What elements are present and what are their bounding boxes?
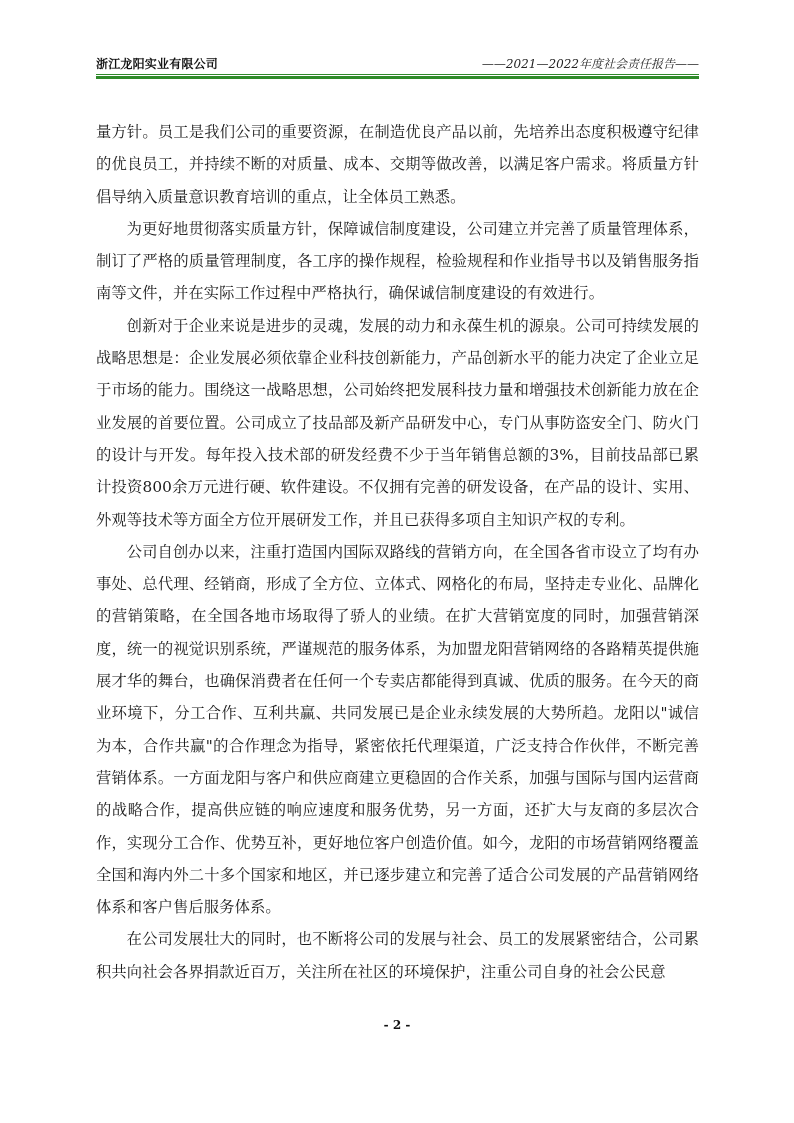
paragraph-quality-policy: 量方针。员工是我们公司的重要资源，在制造优良产品以前，先培养出态度积极遵守纪律的优良员工，并持续不断的对质量、成本、交期等做改善，以满足客户需求。将质量方针倡导纳入质量意识教育培训的重点，让全体员工熟悉。 [96, 123, 699, 206]
page-number: - 2 - [383, 1018, 411, 1032]
header-report-title: ——2021—2022年度社会责任报告—— [481, 57, 699, 71]
header-company-name: 浙江龙阳实业有限公司 [96, 57, 219, 71]
header-divider-thin [96, 74, 699, 75]
header-divider-thick [96, 76, 699, 79]
paragraph-quality-system: 为更好地贯彻落实质量方针，保障诚信制度建设，公司建立并完善了质量管理体系，制订了严格的质量管理制度，各工序的操作规程，检验规程和作业指导书以及销售服务指南等文件，并在实际工作过程中严格执行，确保诚信制度建设的有效进行。 [96, 219, 699, 303]
page-header [96, 55, 699, 73]
paragraph-marketing: 公司自创办以来，注重打造国内国际双路线的营销方向，在全国各省市设立了均有办事处、总代理、经销商，形成了全方位、立体式、网格化的布局，坚持走专业化、品牌化的营销策略，在全国各地市场取得了骄人的业绩。在扩大营销宽度的同时，加强营销深度，统一的视觉识别系统，严谨规范的服务体系，为加盟龙阳营销网络的各路精英提供施展才华的舞台，也确保消费者在任何一个专卖店都能得到真诚、优质的服务。在今天的商业环境下，分工合作、互利共赢、共同发展已是企业永续发展的大势所趋。龙阳以"诚信为本，合作共赢"的合作理念为指导，紧密依托代理渠道，广泛支持合作伙伴，不断完善营销体系。一方面龙阳与客户和供应商建立更稳固的合作关系，加强与国际与国内运营商的战略合作，提高供应链的响应速度和服务优势，另一方面，还扩大与友商的多层次合作，实现分工合作、优势互补，更好地位客户创造价值。如今，龙阳的市场营销网络覆盖全国和海内外二十多个国家和地区，并已逐步建立和完善了适合公司发展的产品营销网络体系和客户售后服务体系。 [96, 542, 699, 917]
paragraph-innovation: 创新对于企业来说是进步的灵魂，发展的动力和永葆生机的源泉。公司可持续发展的战略思想是：企业发展必须依靠企业科技创新能力，产品创新水平的能力决定了企业立足于市场的能力。围绕这一战略思想，公司始终把发展科技力量和增强技术创新能力放在企业发展的首要位置。公司成立了技品部及新产品研发中心，专门从事防盗安全门、防火门的设计与开发。每年投入技术部的研发经费不少于当年销售总额的3%，目前技品部已累计投资800余万元进行硬、软件建设。不仅拥有完善的研发设备，在产品的设计、实用、外观等技术等方面全方位开展研发工作，并且已获得多项自主知识产权的专利。 [96, 316, 699, 529]
paragraph-social-responsibility: 在公司发展壮大的同时，也不断将公司的发展与社会、员工的发展紧密结合，公司累积共向社会各界捐款近百万，关注所在社区的环境保护，注重公司自身的社会公民意 [96, 930, 699, 981]
document-body [96, 116, 699, 988]
